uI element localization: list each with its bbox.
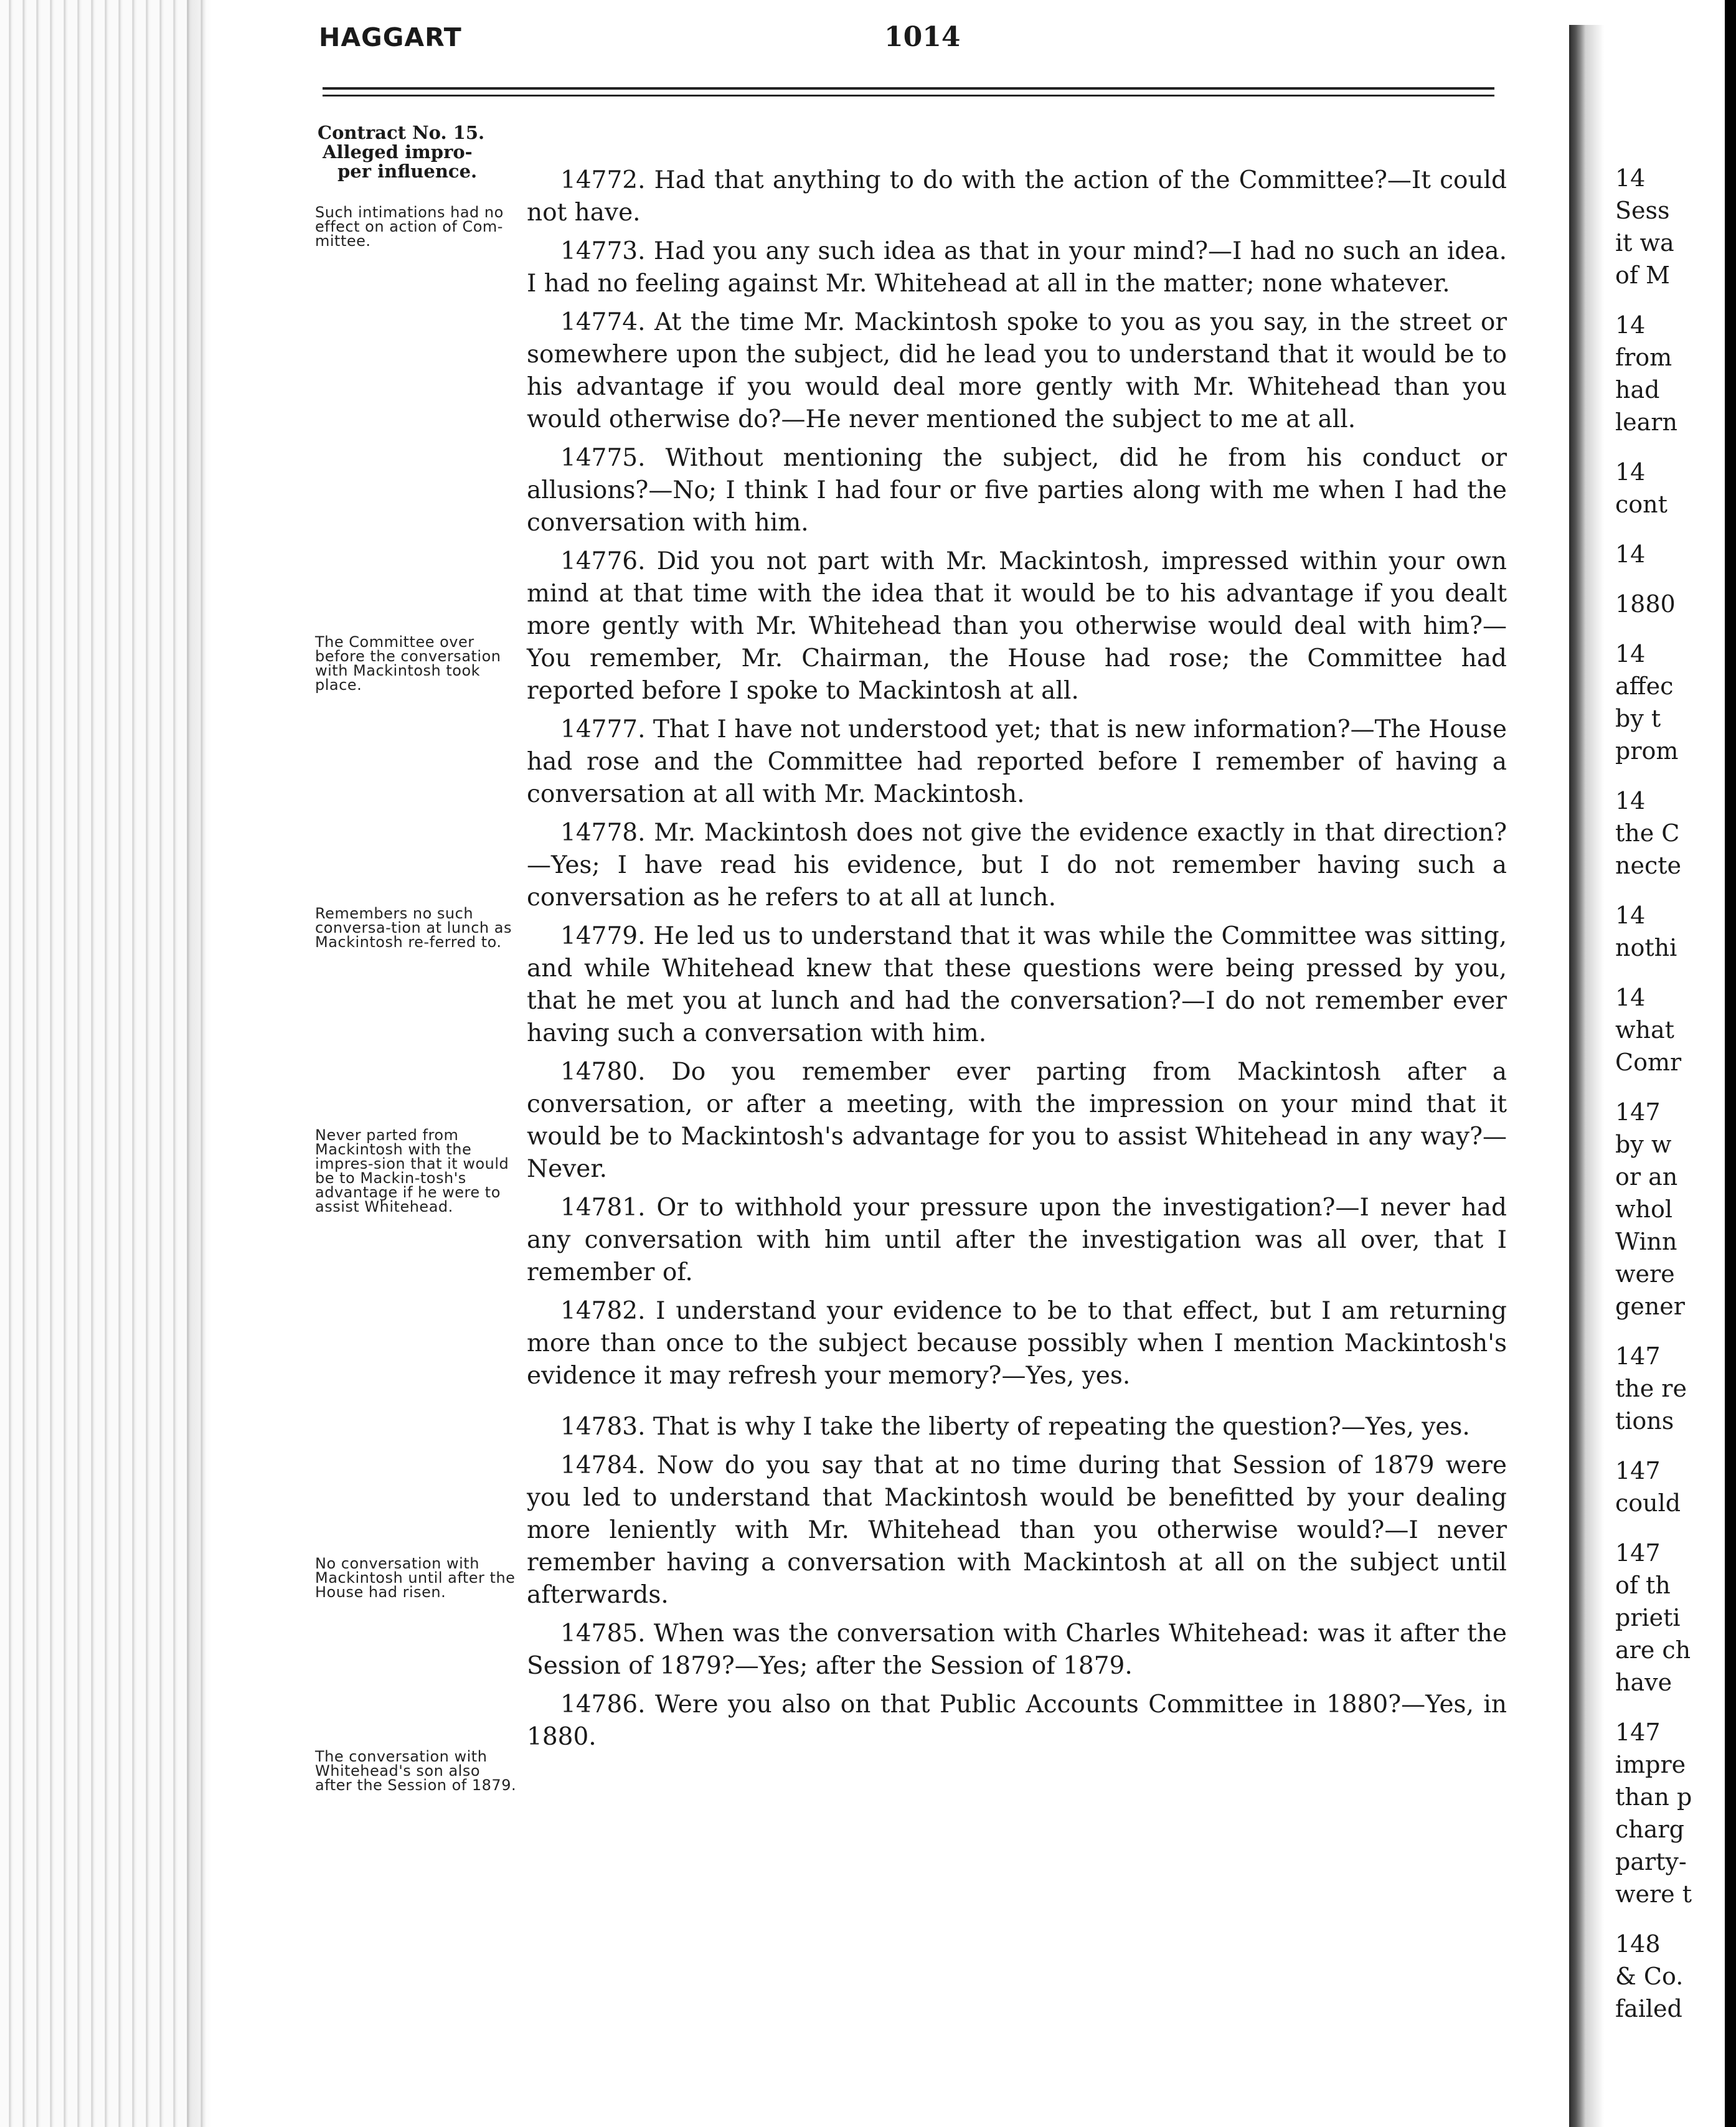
side-note-4: Never parted from Mackintosh with the impres-sion that it would be to Mackin-tosh's advantage if he were to assist Whitehead. bbox=[315, 1126, 509, 1215]
topic-heading-line2: per influence. bbox=[337, 161, 478, 182]
next-page-line: 147 bbox=[1615, 1719, 1661, 1746]
paragraph-14775: 14775. Without mentioning the subject, did he from his conduct or allusions?—No; I think I had four or five parties along with me when I had the conversation with him. bbox=[527, 444, 1507, 537]
next-page-line: party- bbox=[1615, 1848, 1687, 1875]
next-page-line: by w bbox=[1615, 1131, 1672, 1158]
paragraph-14781: 14781. Or to withhold your pressure upon the investigation?—I never had any conversation with him until after the investigation was all over, that I remember of. bbox=[527, 1194, 1507, 1286]
paragraph-14785: 14785. When was the conversation with Charles Whitehead: was it after the Session of 1879?—Yes; after the Session of 1879. bbox=[527, 1620, 1507, 1680]
side-note-6: The conversation with Whitehead's son also after the Session of 1879. bbox=[315, 1748, 517, 1794]
side-note-5: No conversation with Mackintosh until after the House had risen. bbox=[315, 1555, 516, 1601]
paragraph-14777: 14777. That I have not understood yet; that is new information?—The House had rose and the Committee had reported before I remember of having a conversation at all with Mr. Mackintosh. bbox=[527, 715, 1507, 808]
next-page-line: 14 bbox=[1615, 984, 1646, 1011]
next-page-line: cont bbox=[1615, 491, 1668, 518]
next-page-line: were bbox=[1615, 1260, 1675, 1288]
next-page-line: & Co. bbox=[1615, 1963, 1684, 1990]
next-page-line: tions bbox=[1615, 1407, 1674, 1435]
scan-border bbox=[1725, 0, 1736, 2127]
next-page-line: of M bbox=[1615, 262, 1670, 289]
side-note-2: The Committee over before the conversation with Mackintosh took place. bbox=[315, 633, 501, 694]
next-page-line: impre bbox=[1615, 1751, 1686, 1778]
next-page-line: whol bbox=[1615, 1196, 1673, 1223]
paragraph-14786: 14786. Were you also on that Public Accounts Committee in 1880?—Yes, in 1880. bbox=[527, 1691, 1507, 1751]
next-page-line: prom bbox=[1615, 737, 1679, 765]
next-page-spacer bbox=[1615, 521, 1725, 538]
next-page-line: than p bbox=[1615, 1783, 1692, 1811]
next-page-spacer bbox=[1615, 1078, 1725, 1096]
next-page-line: 147 bbox=[1615, 1539, 1661, 1567]
next-page-line: 14 bbox=[1615, 540, 1646, 568]
next-page-line: failed bbox=[1615, 1995, 1682, 2022]
next-page-line: charg bbox=[1615, 1816, 1684, 1843]
contract-heading: Contract No. 15. bbox=[318, 122, 485, 143]
next-page-line: from bbox=[1615, 344, 1672, 371]
next-page-line: Comr bbox=[1615, 1049, 1682, 1076]
next-page-line: 14 bbox=[1615, 164, 1646, 192]
next-page-spacer bbox=[1615, 882, 1725, 899]
paragraph-14774: 14774. At the time Mr. Mackintosh spoke to you as you say, in the street or somewhere upon the subject, did he lead you to understand that it would be to his advantage if you would deal more gently with Mr. Whitehead than you would otherwise do?—He never mentioned the subject to me at all. bbox=[527, 308, 1507, 433]
next-page-line: Sess bbox=[1615, 197, 1670, 224]
header-rule-bottom bbox=[323, 95, 1494, 97]
side-note-3: Remembers no such conversa-tion at lunch as Mackintosh re-ferred to. bbox=[315, 905, 512, 951]
next-page-line: could bbox=[1615, 1489, 1681, 1517]
paragraph-14776: 14776. Did you not part with Mr. Mackintosh, impressed within your own mind at that time with the idea that it would be to his advantage if you dealt more gently with Mr. Whitehead than you otherwise would deal with him?—You remember, Mr. Chairman, the House had rose; the Committee had reported before I spoke to Mackintosh at all. bbox=[527, 547, 1507, 705]
next-page-spacer bbox=[1615, 570, 1725, 588]
testimony-body bbox=[527, 164, 1507, 1760]
paragraph-14783: 14783. That is why I take the liberty of repeating the question?—Yes, yes. bbox=[560, 1413, 1470, 1441]
next-page-spacer bbox=[1615, 767, 1725, 785]
next-page-line: learn bbox=[1615, 408, 1677, 436]
book-page-stack bbox=[0, 0, 205, 2127]
next-page-line: 14 bbox=[1615, 640, 1646, 667]
page-number: 1014 bbox=[884, 21, 961, 53]
next-page-spacer bbox=[1615, 1437, 1725, 1455]
next-page-spacer bbox=[1615, 438, 1725, 456]
next-page-line: 147 bbox=[1615, 1457, 1661, 1484]
side-note-1: Such intimations had no effect on action of Com-mittee. bbox=[315, 204, 504, 250]
next-page-fragment bbox=[1615, 162, 1725, 2025]
next-page-line: affec bbox=[1615, 672, 1674, 700]
next-page-line: have bbox=[1615, 1669, 1672, 1696]
next-page-line: 14 bbox=[1615, 902, 1646, 929]
running-header-name: HAGGART bbox=[319, 22, 462, 52]
next-page-line: necte bbox=[1615, 852, 1682, 879]
next-page-line: prieti bbox=[1615, 1604, 1681, 1631]
next-page-line: it wa bbox=[1615, 229, 1674, 257]
next-page-spacer bbox=[1615, 1519, 1725, 1537]
next-page-spacer bbox=[1615, 964, 1725, 981]
next-page-spacer bbox=[1615, 1699, 1725, 1716]
paragraph-14778: 14778. Mr. Mackintosh does not give the evidence exactly in that direction?—Yes; I have read his evidence, but I do not remember having such a conversation as he refers to at all at lunch. bbox=[527, 819, 1507, 912]
next-page-line: 14 bbox=[1615, 458, 1646, 486]
next-page-line: by t bbox=[1615, 705, 1661, 732]
next-page-line: the C bbox=[1615, 819, 1680, 847]
next-page-spacer bbox=[1615, 1910, 1725, 1928]
margin-heading bbox=[318, 123, 523, 181]
next-page-line: 147 bbox=[1615, 1342, 1661, 1370]
next-page-line: 148 bbox=[1615, 1930, 1661, 1958]
next-page-line: gener bbox=[1615, 1293, 1685, 1320]
paragraph-14782: 14782. I understand your evidence to be to that effect, but I am returning more than once to the subject because possibly when I mention Mackintosh's evidence it may refresh your memory?—Yes, yes. bbox=[527, 1297, 1507, 1390]
next-page-spacer bbox=[1615, 620, 1725, 638]
paragraph-14772: 14772. Had that anything to do with the action of the Committee?—It could not have. bbox=[527, 166, 1507, 227]
paragraph-14773: 14773. Had you any such idea as that in your mind?—I had no such an idea. I had no feeling against Mr. Whitehead at all in the matter; none whatever. bbox=[527, 237, 1507, 298]
topic-heading-line1: Alleged impro- bbox=[323, 141, 473, 163]
next-page-spacer bbox=[1615, 291, 1725, 309]
paragraph-14784: 14784. Now do you say that at no time during that Session of 1879 were you led to understand that Mackintosh would be benefitted by your dealing more leniently with Mr. Whitehead than you otherwise would?—I never remember having a conversation with Mackintosh at all on the subject until afterwards. bbox=[527, 1451, 1507, 1609]
next-page-line: nothi bbox=[1615, 934, 1677, 961]
header-rule-top bbox=[323, 87, 1494, 90]
next-page-line: had bbox=[1615, 376, 1660, 403]
next-page-spacer bbox=[1615, 1323, 1725, 1340]
next-page-shadow bbox=[1585, 25, 1604, 2127]
next-page-line: or an bbox=[1615, 1163, 1678, 1191]
paragraph-14779: 14779. He led us to understand that it was while the Committee was sitting, and while Whitehead knew that these questions were being pressed by you, that he met you at lunch and had the conversation?—I do not remember ever having such a conversation with him. bbox=[527, 922, 1507, 1047]
page-shadow bbox=[187, 0, 212, 2127]
book-binding-gutter bbox=[1569, 25, 1585, 2127]
next-page-line: are ch bbox=[1615, 1636, 1691, 1664]
next-page-line: of th bbox=[1615, 1572, 1671, 1599]
next-page-line: were t bbox=[1615, 1880, 1692, 1908]
next-page-line: 14 bbox=[1615, 787, 1646, 814]
next-page-line: 1880 bbox=[1615, 590, 1676, 618]
next-page-line: Winn bbox=[1615, 1228, 1677, 1255]
next-page-line: what bbox=[1615, 1016, 1674, 1044]
next-page-line: 14 bbox=[1615, 311, 1646, 339]
next-page-line: the re bbox=[1615, 1375, 1687, 1402]
paragraph-14780: 14780. Do you remember ever parting from Mackintosh after a conversation, or after a meeting, with the impression on your mind that it would be to Mackintosh's advantage for you to assist Whitehead in any way?—Never. bbox=[527, 1058, 1507, 1183]
next-page-line: 147 bbox=[1615, 1098, 1661, 1126]
